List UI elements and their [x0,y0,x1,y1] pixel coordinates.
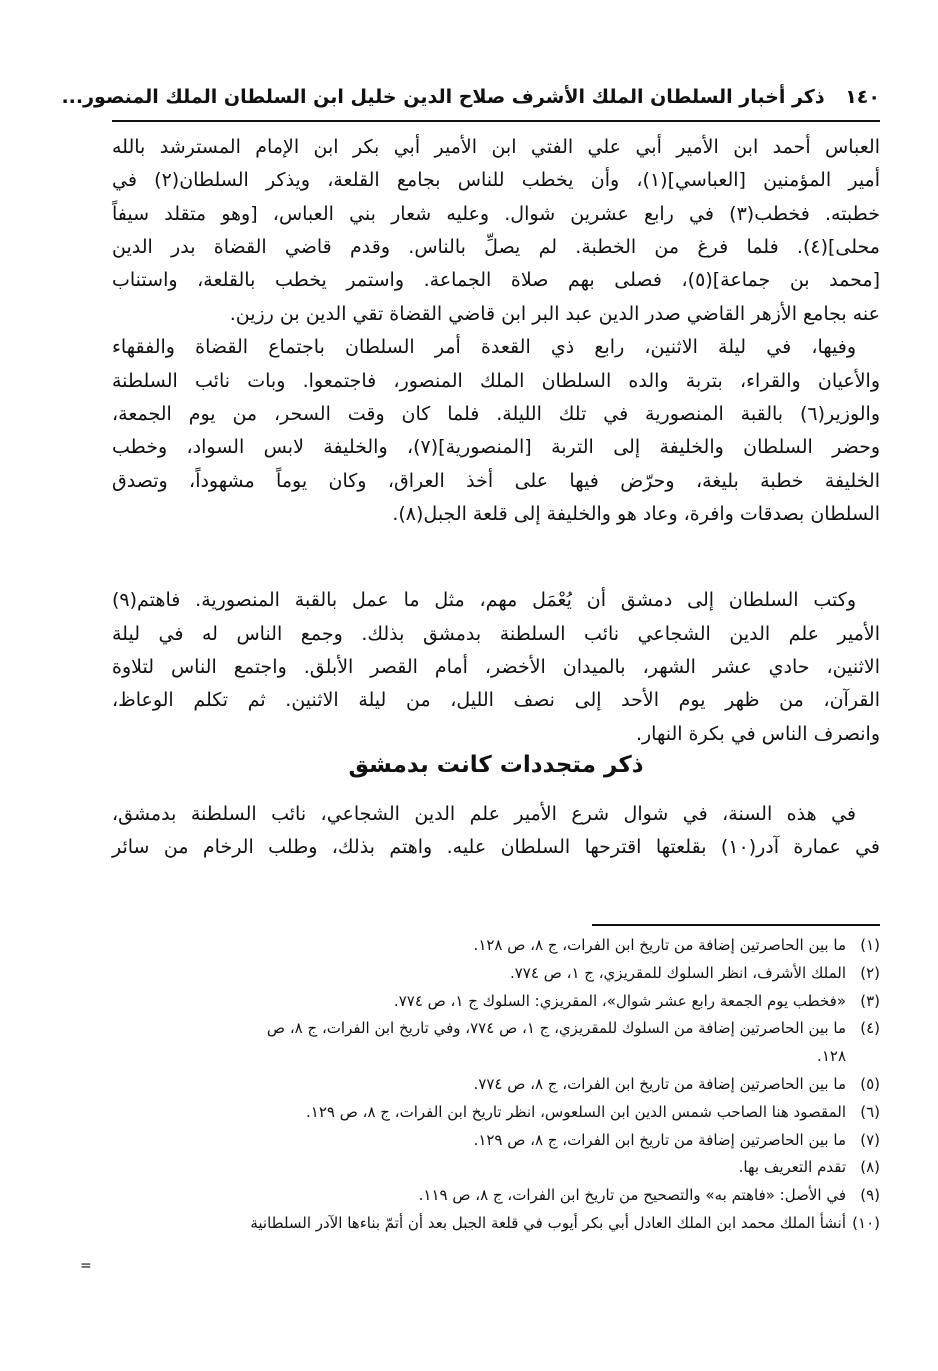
running-title: ذكر أخبار السلطان الملك الأشرف صلاح الدين خليل ابن السلطان الملك المنصور... [61,86,825,108]
text-line: في هذه السنة، في شوال شرع الأمير علم الدين الشجاعي، نائب السلطنة بدمشق، [112,803,856,825]
footnote-rule [592,924,880,926]
text-line: الاثنين، حادي عشر الشهر، بالميدان الأخضر، أمام القصر الأبلق. واجتمع الناس لتلاوة [112,656,880,678]
text-line: خطبته. فخطب(٣) في رابع عشرين شوال. وعليه شعار بني العباس، [وهو متقلد سيفاً [112,203,880,225]
text-line: محلى](٤). فلما فرغ من الخطبة. لم يصلِّ بالناس. وقدم قاضي القضاة بدر الدين [112,236,880,258]
text-line: وكتب السلطان إلى دمشق أن يُعْمَل مهم، مثل ما عمل بالقبة المنصورية. فاهتم(٩) [112,589,856,611]
footnote-text: ما بين الحاصرتين إضافة من تاريخ ابن الفرات، ج ٨، ص ١٢٩. [473,1130,846,1149]
text-line: في عمارة آدر(١٠) بقلعتها اقترحها السلطان عليه. واهتم بذلك، وطلب الرخام من سائر [112,836,880,858]
footnote [112,989,880,1013]
footnote-number: (٣) [860,991,880,1010]
footnote-number: (٦) [860,1102,880,1121]
footnote-text: الملك الأشرف، انظر السلوك للمقريزي، ج ١، ص ٧٧٤. [509,963,846,982]
footnote-text: المقصود هنا الصاحب شمس الدين ابن السلعوس، انظر تاريخ ابن الفرات، ج ٨، ص ١٢٩. [305,1102,846,1121]
continuation-mark: = [80,1258,92,1274]
footnote-number: (٥) [860,1075,880,1093]
footnote [112,1072,880,1096]
footnote [112,1100,880,1124]
running-header [61,86,880,116]
footnote-number: (٢) [860,963,880,982]
section-heading: ذكر متجددات كانت بدمشق [348,752,644,778]
footnote [112,933,880,957]
footnote-text: في الأصل: «فاهتم به» والتصحيح من تاريخ ابن الفرات، ج ٨، ص ١١٩. [418,1186,846,1205]
footnote [112,961,880,985]
footnote-text: تقدم التعريف بها. [738,1158,846,1177]
footnote [112,1183,880,1207]
footnote [112,1016,880,1040]
text-line: الأمير علم الدين الشجاعي نائب السلطنة بدمشق بذلك. وجمع الناس له في ليلة [112,623,880,645]
text-line: السلطان بصدقات وافرة، وعاد هو والخليفة إلى قلعة الجبل(٨). [392,503,880,525]
text-line: عنه بجامع الأزهر القاضي صدر الدين عبد البر ابن قاضي القضاة تقي الدين بن رزين. [229,303,880,325]
text-line: والوزير(٦) بالقبة المنصورية في تلك الليلة. فلما كان وقت السحر، من يوم الجمعة، [112,403,880,425]
footnote-text: «فخطب يوم الجمعة رابع عشر شوال»، المقريزي: السلوك ج ١، ص ٧٧٤. [393,991,846,1010]
page-number: ١٤٠ [845,86,880,108]
footnote-number: (٨) [860,1158,880,1177]
footnote-number: (٩) [860,1186,880,1205]
text-line: العباس أحمد ابن الأمير أبي علي الفتي ابن الأمير أبي بكر ابن الإمام المسترشد بالله [112,136,880,158]
footnote-text: ما بين الحاصرتين إضافة من السلوك للمقريزي، ج ١، ص ٧٧٤، وفي تاريخ ابن الفرات، ج ٨، ص [266,1019,846,1038]
footnote-number: (٧) [860,1130,880,1149]
footnote-continuation: ١٢٨. [817,1047,846,1066]
header-rule [112,120,880,122]
footnote [112,1128,880,1152]
footnote-text: أنشأ الملك محمد ابن الملك العادل أبي بكر أيوب في قلعة الجبل بعد أن أتمّ بناءها الآدر السلطانية [250,1214,846,1232]
footnote-number: (٤) [860,1019,880,1038]
text-line: وحضر السلطان والخليفة إلى التربة [المنصورية](٧)، والخليفة لابس السواد، وخطب [112,436,881,458]
footnote-text: ما بين الحاصرتين إضافة من تاريخ ابن الفرات، ج ٨، ص ١٢٨. [473,936,846,954]
footnote [112,1155,880,1179]
footnote [112,1211,880,1235]
footnote-text: ما بين الحاصرتين إضافة من تاريخ ابن الفرات، ج ٨، ص ٧٧٤. [473,1075,846,1093]
footnote-number: (١) [860,936,880,954]
text-line: القرآن، من ظهر يوم الأحد إلى نصف الليل، من ليلة الاثنين. ثم تكلم الوعاظ، [112,689,880,711]
text-line: والأعيان والقراء، بتربة والده السلطان الملك المنصور، فاجتمعوا. وبات نائب السلطنة [112,370,880,392]
text-line: وفيها، في ليلة الاثنين، رابع ذي القعدة أمر السلطان باجتماع القضاة والفقهاء [112,336,856,358]
text-line: الخليفة خطبة بليغة، وحرّض فيها على أخذ العراق، وكان يوماً مشهوداً، وتصدق [112,470,880,492]
text-line: أمير المؤمنين [العباسي](١)، وأن يخطب للناس بجامع القلعة، ويذكر السلطان(٢) في [112,169,881,191]
text-line: وانصرف الناس في بكرة النهار. [635,723,880,745]
text-line: [محمد بن جماعة](٥)، فصلى بهم صلاة الجماعة. واستمر يخطب بالقلعة، واستناب [112,269,880,291]
footnote-number: (١٠) [852,1214,880,1232]
